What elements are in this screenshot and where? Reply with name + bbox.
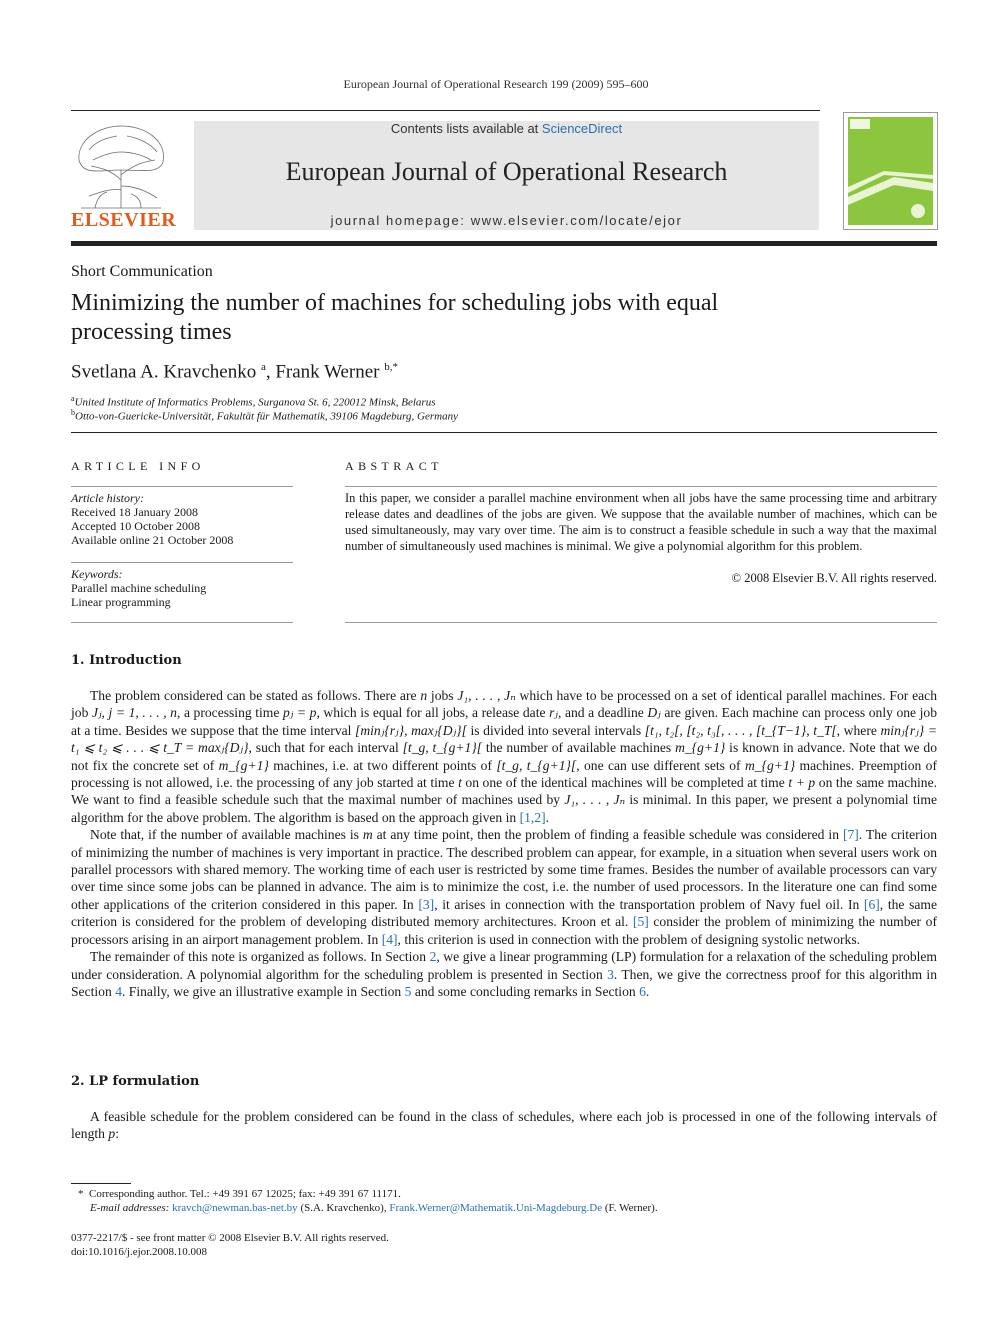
intro-paragraph-3: The remainder of this note is organized as follows. In Section 2, we give a linear programming (LP) formulation for a relaxation of the scheduling problem under consideration. A polynomial algorithm for the scheduling problem is presented in Section 3. Then, we give the correctness proof for this algorithm in Section 4. Finally, we give an illustrative example in Section 5 and some concluding remarks in Section 6. (71, 949, 937, 999)
elsevier-wordmark: ELSEVIER (71, 209, 177, 231)
affiliation-a-marker: a (71, 394, 75, 403)
citation-1-2[interactable]: [1,2] (519, 809, 546, 825)
keyword-2: Linear programming (71, 595, 171, 609)
citation-7[interactable]: [7] (842, 827, 859, 843)
footnote-emails: E-mail addresses: kravch@newman.bas-net.by (S.A. Kravchenko), Frank.Werner@Mathematik.Uni-Magdeburg.De (F. Werner). (90, 1202, 658, 1214)
journal-cover-image (844, 113, 937, 229)
doi-line[interactable]: doi:10.1016/j.ejor.2008.10.008 (71, 1246, 207, 1258)
article-info-rule-2 (71, 562, 293, 563)
author-separator: , (265, 361, 276, 383)
online-date: Available online 21 October 2008 (71, 533, 234, 547)
history-label: Article history: (71, 491, 144, 505)
article-info-heading: ARTICLE INFO (71, 459, 205, 473)
citation-5[interactable]: [5] (632, 914, 649, 930)
keyword-1: Parallel machine scheduling (71, 581, 207, 595)
running-head: European Journal of Operational Research 199 (2009) 595–600 (343, 77, 649, 91)
abstract-rule-bottom (345, 622, 937, 623)
email-link-werner[interactable]: Frank.Werner@Mathematik.Uni-Magdeburg.De (389, 1202, 603, 1214)
article-info-rule-1 (71, 486, 293, 487)
article-info-rule-3 (71, 622, 293, 623)
author-1-affil-marker: a (260, 361, 266, 373)
contents-prefix: Contents lists available at (390, 121, 542, 136)
journal-homepage[interactable]: journal homepage: www.elsevier.com/locate/ejor (330, 213, 683, 228)
sciencedirect-link[interactable]: ScienceDirect (541, 121, 623, 136)
keywords-label: Keywords: (71, 567, 123, 581)
section-link-3[interactable]: 3 (607, 966, 614, 982)
citation-3[interactable]: [3] (418, 896, 435, 912)
section-2-body (71, 1108, 937, 1143)
accepted-date: Accepted 10 October 2008 (71, 519, 200, 533)
section-link-6[interactable]: 6 (639, 983, 646, 999)
affiliation-b-marker: b (71, 408, 75, 417)
affiliation-b (71, 408, 458, 423)
intro-paragraph-2: Note that, if the number of available machines is m at any time point, then the problem of finding a feasible schedule was considered in [7]. The criterion of minimizing the number of machines is very important in practice. The described problem can appear, for example, in a situation when several users work on parallel processors with shared memory. The working time of each user is restricted by some time frames. Besides the number of available processors can vary over time since some jobs can be planned in advance. The aim is to minimize the cost, i.e. the number of used processors. In the literature one can find some other applications of the criterion considered in this paper. In [3], it arises in connection with the transportation problem of Navy fuel oil. In [6], the same criterion is considered for the problem of developing distributed memory architectures. Kroon et al. [5] consider the problem of minimizing the number of processors arising in an airport management problem. In [4], this criterion is used in connection with the problem of designing systolic networks. (71, 827, 938, 947)
footnote-corresponding: * Corresponding author. Tel.: +49 391 67 12025; fax: +49 391 67 11171. (78, 1188, 401, 1200)
header-thick-rule (71, 241, 937, 246)
journal-title: European Journal of Operational Research (285, 157, 728, 186)
section-link-2[interactable]: 2 (429, 949, 437, 965)
author-2-affil-marker: b,* (384, 361, 399, 373)
contents-line (194, 121, 819, 136)
lp-paragraph-1: A feasible schedule for the problem considered can be found in the class of schedules, where each job is processed in one of the following intervals of length p: (71, 1109, 937, 1142)
author-2[interactable]: Frank Werner (275, 361, 380, 383)
intro-paragraph-1: The problem considered can be stated as follows. There are n jobs J₁, . . . , Jₙ which have to be processed on a set of identical parallel machines. For each job Jⱼ, j = 1, . . . , n, a processing time pⱼ = p, which is equal for all jobs, a release date rⱼ, and a deadline Dⱼ are given. Each machine can process only one job at a time. Besides we suppose that the time interval [minⱼ{rⱼ}, maxⱼ{Dⱼ}[ is divided into several intervals [t₁, t₂[, [t₂, t₃[, . . . , [t_{T−1}, t_T[, where minⱼ{rⱼ} = t₁ ⩽ t₂ ⩽ . . . ⩽ t_T = maxⱼ{Dⱼ}, such that for each interval [t_g, t_{g+1}[ the number of available machines m_{g+1} is known in advance. Note that we do not fix the concrete set of m_{g+1} machines, i.e. at two different points of [t_g, t_{g+1}[, one can use different sets of m_{g+1} machines. Preemption of processing is not allowed, i.e. the processing of any job started at time t on one of the identical machines will be completed at time t + p on the same machine. We want to find a feasible schedule such that the maximal number of machines used by J₁, . . . , Jₙ is minimal. In this paper, we present a polynomial time algorithm for the above problem. The algorithm is based on the approach given in [1,2]. (71, 688, 938, 825)
affiliation-a-text: United Institute of Informatics Problems, Surganova St. 6, 220012 Minsk, Belarus (74, 396, 436, 409)
affiliation-a (71, 394, 436, 409)
abstract-copyright: © 2008 Elsevier B.V. All rights reserved. (731, 571, 937, 585)
article-history (71, 491, 233, 547)
header-top-rule (71, 110, 820, 111)
issn-line: 0377-2217/$ - see front matter © 2008 Elsevier B.V. All rights reserved. (71, 1232, 389, 1244)
citation-4[interactable]: [4] (381, 931, 398, 947)
abstract-text: In this paper, we consider a parallel machine environment when all jobs have the same processing time and arbitrary release dates and deadlines of the jobs are given. We suppose that the available number of machines, which can be used simultaneously, may vary over time. The aim is to construct a feasible schedule in such a way that the maximal number of simultaneously used machines is minimal. We give a polynomial algorithm for this problem. (345, 491, 937, 553)
section-link-4[interactable]: 4 (115, 983, 122, 999)
citation-6[interactable]: [6] (863, 896, 880, 912)
author-line (71, 361, 398, 383)
section-link-5[interactable]: 5 (404, 983, 412, 999)
footnote-rule (71, 1183, 131, 1184)
keywords (71, 567, 206, 609)
section-1-body (71, 687, 937, 1000)
section-1-heading: 1. Introduction (71, 653, 182, 668)
received-date: Received 18 January 2008 (71, 505, 198, 519)
author-1[interactable]: Svetlana A. Kravchenko (71, 361, 257, 383)
article-type: Short Communication (71, 263, 213, 280)
journal-cover[interactable] (843, 112, 938, 230)
footnote-star: * (78, 1188, 84, 1200)
abstract-heading: ABSTRACT (345, 459, 443, 473)
affiliation-b-text: Otto-von-Guericke-Universität, Fakultät für Mathematik, 39106 Magdeburg, Germany (75, 410, 458, 423)
section-2-heading: 2. LP formulation (71, 1074, 200, 1089)
elsevier-tree-logo (71, 120, 171, 210)
abstract-rule-top (345, 486, 937, 487)
email-link-kravchenko[interactable]: kravch@newman.bas-net.by (172, 1202, 298, 1214)
article-title: Minimizing the number of machines for scheduling jobs with equal processing times (71, 290, 719, 345)
affiliation-rule (71, 432, 937, 433)
